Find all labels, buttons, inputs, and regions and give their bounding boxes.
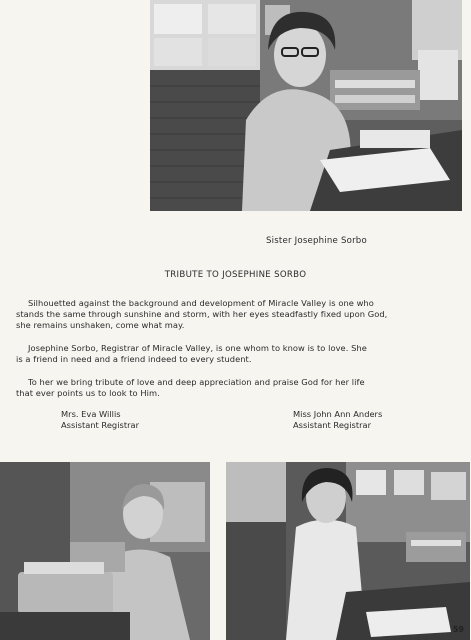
photo-caption: Sister Josephine Sorbo [266,236,367,246]
photo-josephine-sorbo [150,0,462,211]
tribute-paragraph-2 [16,343,459,365]
text-line: is a friend in need and a friend indeed to every student. [16,354,252,364]
text-line: To her we bring tribute of love and deep appreciation and praise God for her life [28,377,365,387]
text-line: she remains unshaken, come what may. [16,320,185,330]
signature-role: Assistant Registrar [61,420,139,430]
signature-name: Miss John Ann Anders [293,409,383,419]
tribute-paragraph-1 [16,298,459,331]
signature-right [293,409,382,431]
tribute-paragraph-3 [16,377,459,399]
text-line: stands the same through sunshine and storm, with her eyes steadfastly fixed upon God, [16,309,388,319]
signature-left [61,409,139,431]
signature-name: Mrs. Eva Willis [61,409,121,419]
page-number: 59 [452,625,464,634]
text-line: Josephine Sorbo, Registrar of Miracle Valley, is one whom to know is to love. She [28,343,367,353]
photo-john-ann-anders [226,462,470,640]
photo-eva-willis [0,462,210,640]
tribute-title: TRIBUTE TO JOSEPHINE SORBO [164,270,307,280]
text-line: that ever points us to look to Him. [16,388,160,398]
signature-role: Assistant Registrar [293,420,371,430]
text-line: Silhouetted against the background and development of Miracle Valley is one who [28,298,374,308]
